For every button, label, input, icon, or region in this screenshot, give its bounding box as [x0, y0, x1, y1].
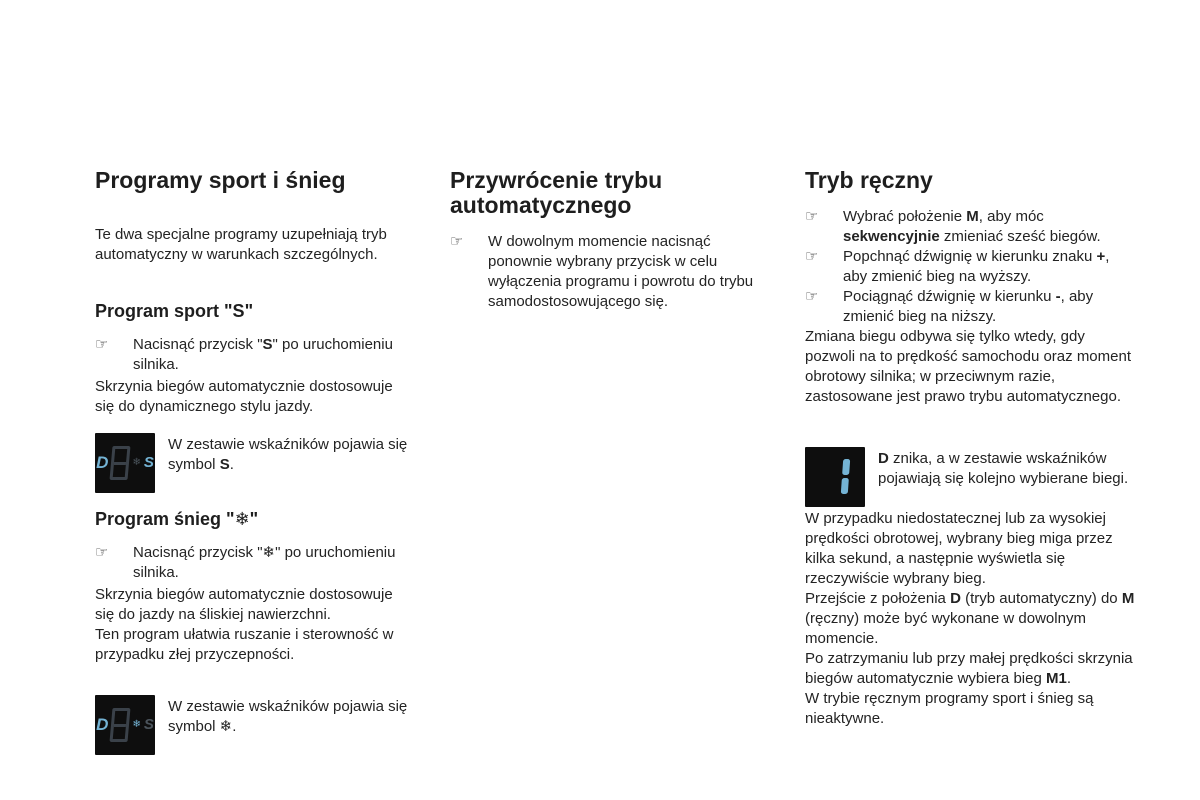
- section-title-restore-automatic: Przywrócenie trybu automatycznego: [450, 167, 663, 218]
- paragraph-snow-behaviour: Skrzynia biegów automatycznie dostosowuje się do jazdy na śliskiej nawierzchni.: [95, 585, 393, 623]
- instruction-text: Nacisnąć przycisk "❄" po uruchomieniu silnika.: [133, 543, 396, 581]
- seven-segment-ghost: [110, 446, 131, 480]
- figure-caption-snow: W zestawie wskaźników pojawia się symbol ❄.: [168, 697, 408, 735]
- instruction-text: W dowolnym momencie nacisnąć ponownie wybrany przycisk w celu wyłączenia programu i powrotu do trybu samodostosowującego się.: [488, 232, 754, 310]
- figure-snow-indicator: [95, 695, 415, 755]
- instruction-text: Wybrać położenie M, aby móc sekwencyjnie zmieniać sześć biegów.: [843, 207, 1101, 245]
- instrument-display-snow: [95, 695, 155, 755]
- paragraph-d-to-m-switch: Przejście z położenia D (tryb automatyczny) do M (ręczny) może być wykonane w dowolnym momencie.: [805, 589, 1135, 647]
- instruction-text: Nacisnąć przycisk "S" po uruchomieniu silnika.: [133, 335, 393, 373]
- intro-paragraph: Te dwa specjalne programy uzupełniają tryb automatyczny w warunkach szczególnych.: [95, 225, 387, 263]
- column-sport-snow-programs: [95, 168, 415, 755]
- display-letter-d: D: [96, 453, 109, 473]
- figure-sport-indicator: [95, 433, 415, 493]
- display-letter-s: S: [143, 454, 154, 472]
- instruction-bullet-select-m: [805, 207, 1137, 247]
- instruction-text: Popchnąć dźwignię w kierunku znaku +, aby zmienić bieg na wyższy.: [843, 247, 1110, 285]
- column-manual-mode: [805, 168, 1137, 729]
- paragraph-m1-selection: Po zatrzymaniu lub przy małej prędkości skrzynia biegów automatycznie wybiera bieg M1.: [805, 649, 1133, 687]
- instruction-text: Pociągnąć dźwignię w kierunku -, aby zmienić bieg na niższy.: [843, 287, 1094, 325]
- paragraph-gear-change-conditions: Zmiana biegu odbywa się tylko wtedy, gdy pozwoli na to prędkość samochodu oraz moment obrotowy silnika; w przeciwnym razie, zastosowane jest prawo trybu automatycznego.: [805, 327, 1132, 405]
- instruction-bullet-pull-minus: [805, 287, 1137, 327]
- figure-caption-sport: W zestawie wskaźników pojawia się symbol S.: [168, 435, 408, 473]
- instruction-bullet-snow: [95, 543, 415, 583]
- pointing-hand-icon: ☞: [95, 335, 109, 353]
- subsection-title-sport: Program sport "S": [95, 300, 254, 321]
- instrument-display-gear: [805, 447, 865, 507]
- pointing-hand-icon: ☞: [95, 543, 109, 561]
- seven-segment-digit-one: [840, 459, 849, 494]
- snowflake-icon: ❄: [132, 456, 141, 468]
- instrument-display-sport: [95, 433, 155, 493]
- pointing-hand-icon: ☞: [805, 287, 819, 305]
- subsection-title-snow: Program śnieg "❄": [95, 508, 259, 529]
- section-title-manual-mode: Tryb ręczny: [805, 167, 933, 193]
- seven-segment-ghost: [110, 708, 131, 742]
- pointing-hand-icon: ☞: [805, 207, 819, 225]
- figure-caption-gear: D znika, a w zestawie wskaźników pojawiają się kolejno wybierane biegi.: [878, 449, 1129, 487]
- paragraph-snow-benefit: Ten program ułatwia ruszanie i sterowność w przypadku złej przyczepności.: [95, 625, 394, 663]
- paragraph-gear-blinking: W przypadku niedostatecznej lub za wysokiej prędkości obrotowej, wybrany bieg miga przez kilka sekund, a następnie wyświetla się rzeczywiście wybrany bieg.: [805, 509, 1113, 587]
- instruction-bullet-sport: [95, 335, 415, 375]
- instruction-bullet-push-plus: [805, 247, 1137, 287]
- pointing-hand-icon: ☞: [450, 232, 464, 250]
- section-title-sport-snow: Programy sport i śnieg: [95, 167, 346, 193]
- instruction-bullet-restore: [450, 232, 766, 312]
- snowflake-icon: ❄: [132, 718, 141, 730]
- paragraph-sport-behaviour: Skrzynia biegów automatycznie dostosowuje się do dynamicznego stylu jazdy.: [95, 377, 393, 415]
- manual-mode-instructions: [805, 207, 1137, 327]
- pointing-hand-icon: ☞: [805, 247, 819, 265]
- paragraph-programs-inactive: W trybie ręcznym programy sport i śnieg są nieaktywne.: [805, 689, 1094, 727]
- display-letter-s: S: [143, 716, 154, 734]
- column-restore-automatic: [450, 168, 766, 312]
- figure-manual-gear-indicator: [805, 447, 1137, 507]
- display-letter-d: D: [96, 715, 109, 735]
